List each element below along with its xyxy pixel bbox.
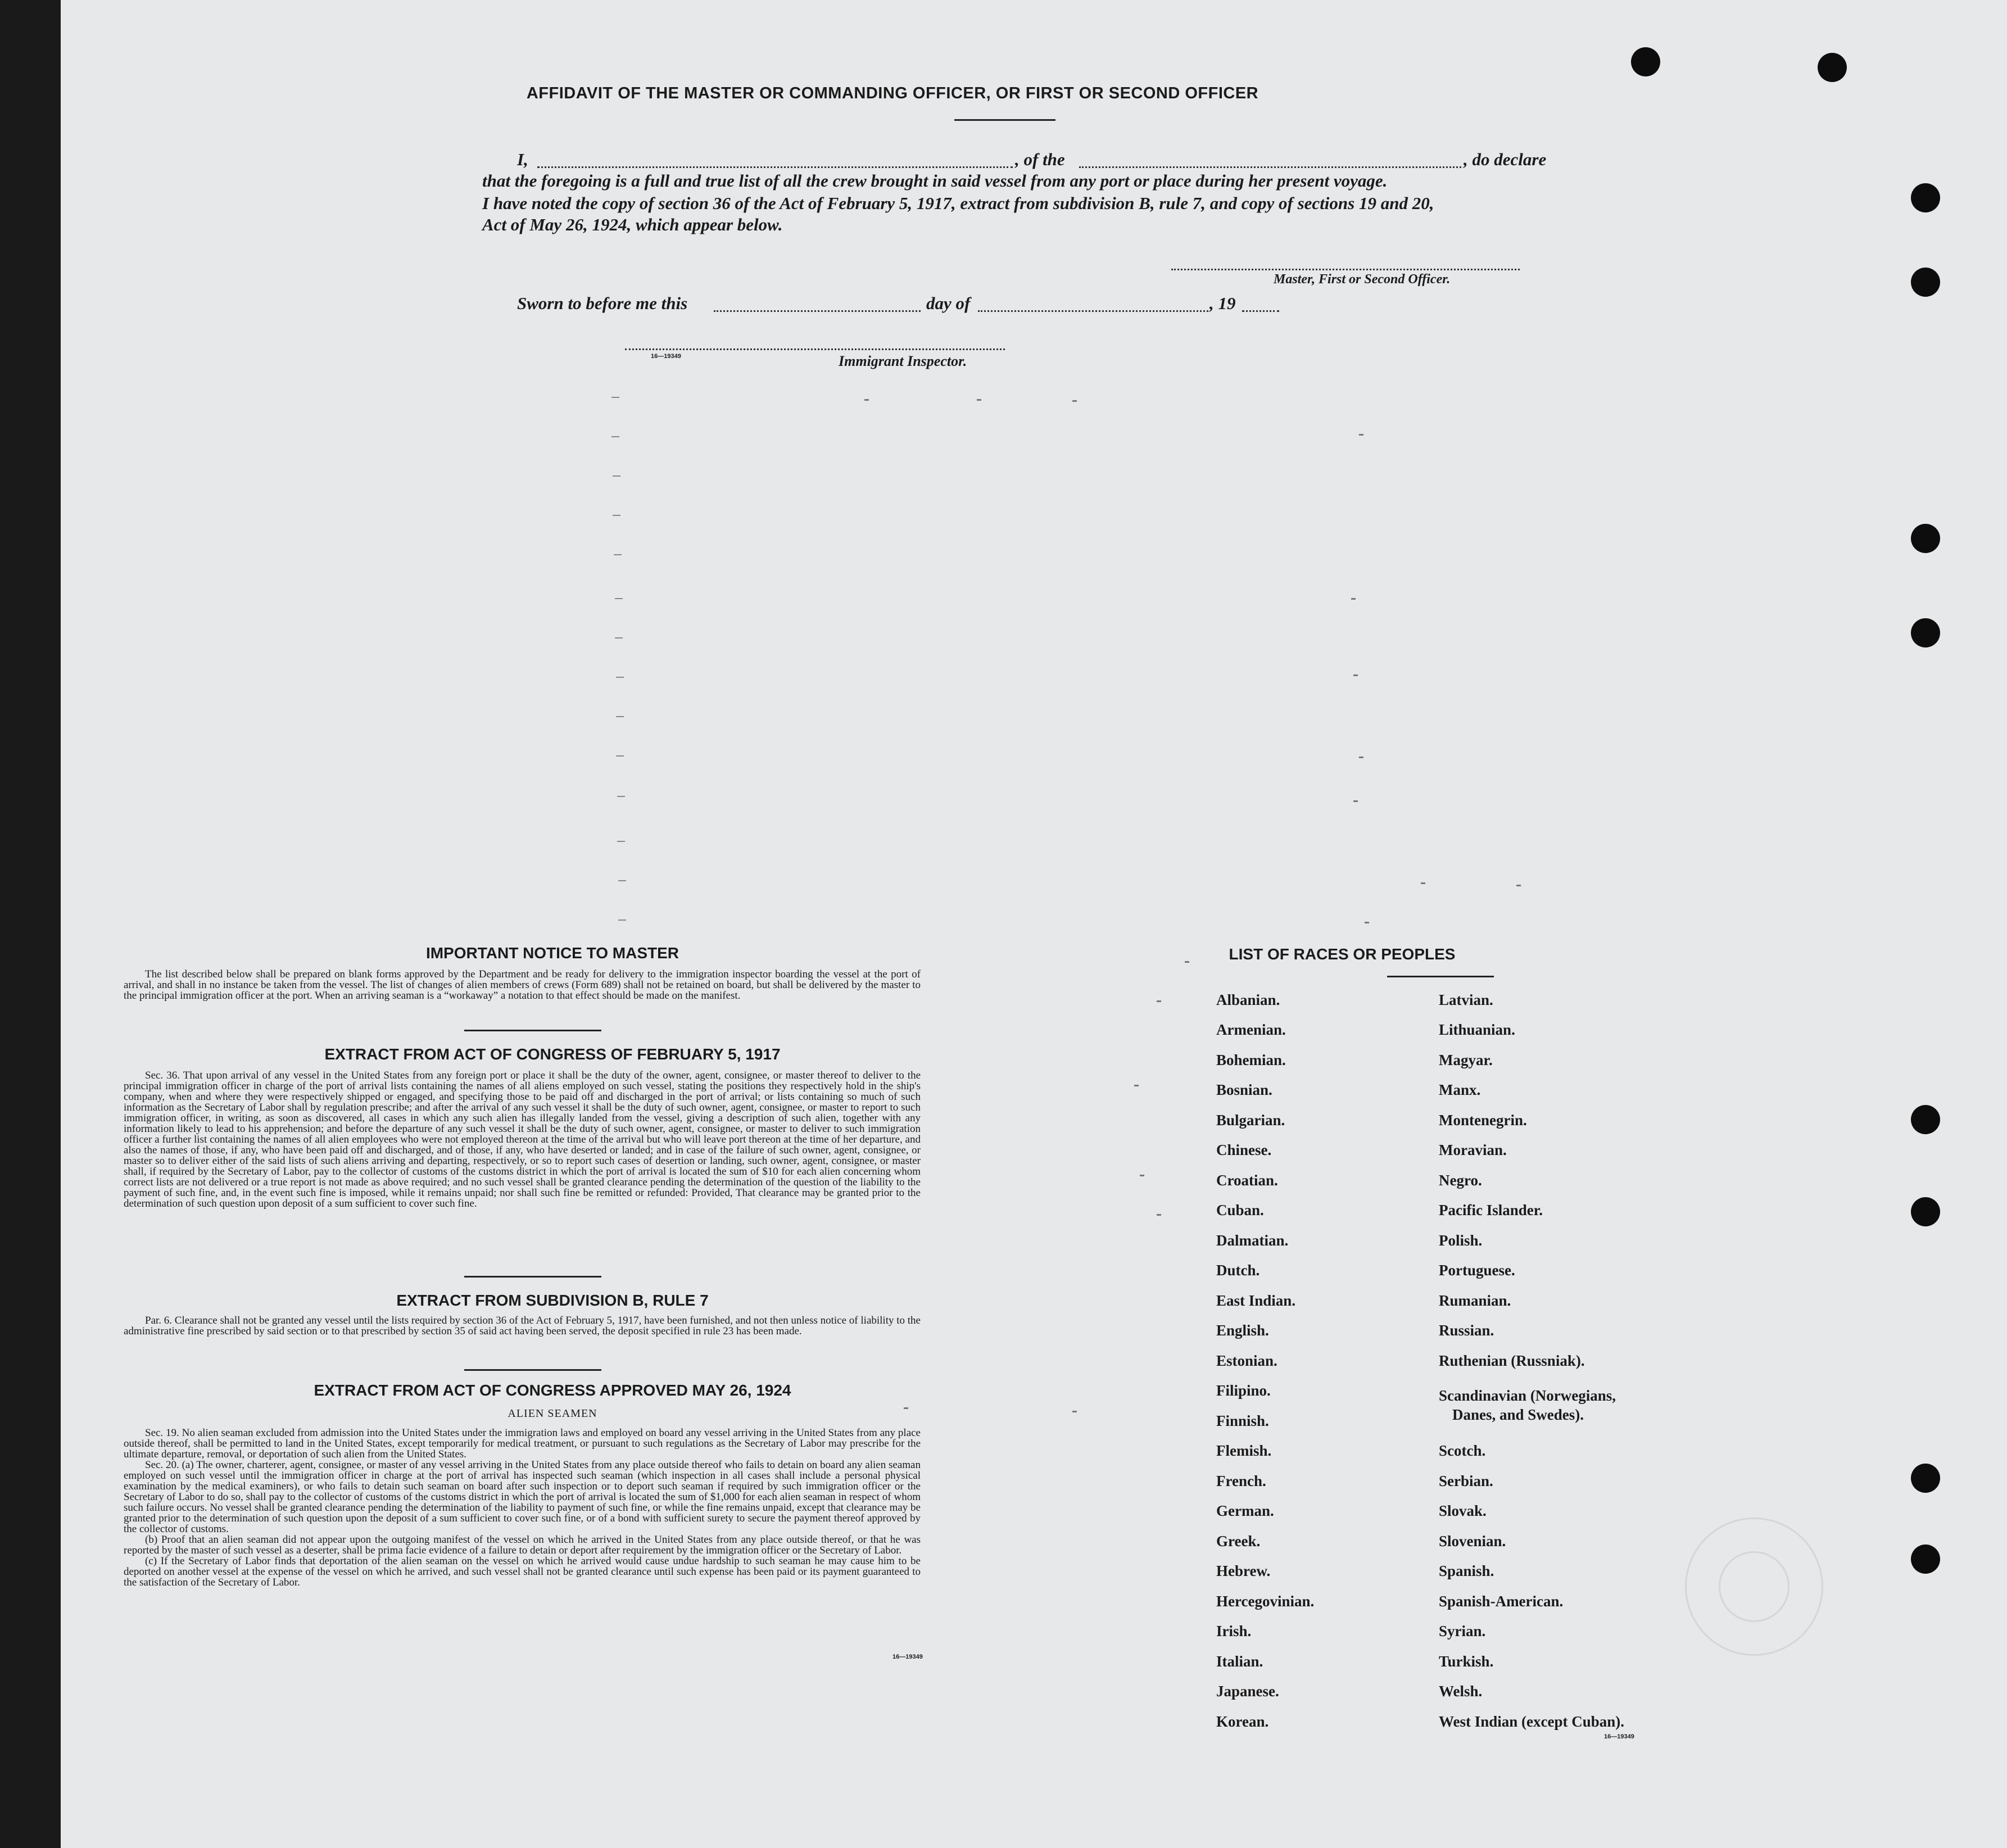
par-6-paragraph: Par. 6. Clearance shall not be granted any vessel until the lists required by section 36 of the Act of February 5, 1917, have been furnished, and not then unless notice of liability to the administrative fine prescribed by said section or to that prescribed by section 35 of said act having been served, the deposit specified in rule 23 has been made. [124,1315,921,1337]
race-item: Lithuanian. [1439,1021,1515,1038]
sec-20b-paragraph: (b) Proof that an alien seaman did not appear upon the outgoing manifest of the vessel on which he arrived in the United States from any place outside thereof, or that he was reported by the master of such vessel as a deserter, shall be prima facie evidence of a failure to detain or deport after requirement by the immigration officer or the Secretary of Labor. [124,1534,921,1556]
race-item: Spanish. [1439,1562,1494,1579]
bleed-mark [1353,800,1358,802]
punch-hole [1911,524,1940,553]
bleed-mark [1157,1214,1161,1216]
race-item: Montenegrin. [1439,1112,1527,1129]
extract-form-number: 16—19349 [892,1654,923,1660]
bleed-mark [613,515,620,516]
race-item: Serbian. [1439,1473,1493,1489]
affidavit-line4: Act of May 26, 1924, which appear below. [482,215,783,234]
race-item: Finnish. [1216,1412,1269,1429]
bleed-mark [1365,922,1369,923]
punch-hole [1911,183,1940,212]
bleed-mark [1072,1411,1077,1412]
notice-title: IMPORTANT NOTICE TO MASTER [425,944,679,962]
sec-19-paragraph: Sec. 19. No alien seaman excluded from admission into the United States under the immigration laws and employed on board any vessel arriving in the United States from any place outside thereof, shall be permitted to land in the United States, except temporarily for medical treatment, or pursuant to such regulations as the Secretary of Labor may prescribe for the ultimate departure, removal, or deportation of such alien from the United States. [124,1427,921,1460]
extract-1924-body [124,1428,921,1588]
race-item: Flemish. [1216,1442,1272,1459]
sworn-line [517,293,1360,316]
vessel-blank[interactable] [1079,166,1461,168]
race-item: Greek. [1216,1533,1261,1550]
bleed-mark [611,436,619,437]
line1-of-the: , of the [1015,150,1065,169]
race-item: Irish. [1216,1623,1252,1639]
race-item: Filipino. [1216,1382,1271,1399]
punch-hole [1911,1105,1940,1134]
sworn-year: , 19 [1209,293,1236,313]
bleed-mark [615,637,623,638]
sec-20c-paragraph: (c) If the Secretary of Labor finds that deportation of the alien seaman on the vessel on which he arrived would cause undue hardship to such seaman he may cause him to be deported on another vessel at the expense of the vessel on which he arrived, and such vessel shall not be granted clearance until such expense has been paid or its payment guaranteed to the satisfaction of the Secretary of Labor. [124,1555,921,1588]
sec-20a-paragraph: Sec. 20. (a) The owner, charterer, agent, consignee, or master of any vessel arriving in the United States from any place outside thereof who fails to detain on board any alien seaman employed on such vessel until the immigration officer in charge at the port of arrival has inspected such seaman (which inspection in all cases shall include a personal physical examination by the medical examiners), or who fails to detain such seaman on board after such inspection or to deport such seaman if required by such immigration officer or the Secretary of Labor to do so, shall pay to the collector of customs of the customs district in which the port of arrival is located the sum of $1,000 for each alien seaman in respect of whom such failure occurs. No vessel shall be granted clearance pending the determination of the liability to payment of such fine, or while the fine remains unpaid, except that clearance may be granted prior to the determination of such question upon the deposit of a sum sufficient to cover such fine, or of a bond with sufficient surety to secure the payment thereof approved by the collector of customs. [124,1459,921,1535]
race-item: Dutch. [1216,1262,1260,1279]
race-item: Manx. [1439,1081,1481,1098]
bleed-mark [618,920,626,921]
bleed-mark [616,677,624,678]
extract-1924-subtitle: ALIEN SEAMEN [508,1407,597,1420]
bleed-mark [1421,882,1425,884]
race-item: Polish. [1439,1232,1483,1249]
race-item: Pacific Islander. [1439,1202,1543,1219]
notice-paragraph: The list described below shall be prepared on blank forms approved by the Department and be ready for delivery to the immigration inspector boarding the vessel at the port of arrival, and shall in no instance be taken from the vessel. The list of changes of alien members of crews (Form 689) shall not be retained on board, but shall be delivered by the master to the principal immigration officer at the port. When an arriving seaman is a “workaway” a notation to that effect should be made on the manifest. [124,968,921,1002]
bleed-mark [1359,434,1363,436]
race-item: Turkish. [1439,1653,1494,1670]
bleed-mark [1359,757,1363,758]
line1-do-declare: , do declare [1464,150,1547,169]
race-item: West Indian (except Cuban). [1439,1713,1625,1730]
affidavit-line1 [517,150,1602,172]
race-item: Slovenian. [1439,1533,1506,1550]
race-item: German. [1216,1502,1274,1519]
section-divider [464,1276,601,1278]
bleed-mark [1140,1175,1144,1176]
bleed-mark [864,399,869,401]
race-item: Slovak. [1439,1502,1487,1519]
sworn-year-blank[interactable] [1242,310,1279,312]
race-item: Italian. [1216,1653,1263,1670]
extract-rule7-body [124,1315,921,1337]
punch-hole [1911,1464,1940,1493]
punch-hole [1911,1544,1940,1574]
bleed-mark [613,475,620,477]
race-item: East Indian. [1216,1292,1296,1309]
form-number: 16—19349 [651,353,681,360]
name-blank[interactable] [537,166,1013,168]
race-item: Bohemian. [1216,1052,1286,1068]
inspector-label: Immigrant Inspector. [839,353,967,369]
race-item: English. [1216,1322,1269,1339]
sworn-day-of: day of [926,293,971,313]
extract-1917-title: EXTRACT FROM ACT OF CONGRESS OF FEBRUARY 5, 1917 [324,1045,781,1063]
bleed-mark [611,397,619,398]
signature-blank[interactable] [1171,269,1520,270]
race-item: Bosnian. [1216,1081,1272,1098]
race-item: Croatian. [1216,1172,1278,1189]
extract-rule7-title: EXTRACT FROM SUBDIVISION B, RULE 7 [396,1292,709,1309]
section-divider [464,1369,601,1371]
bleed-mark [1353,674,1358,676]
race-item: Cuban. [1216,1202,1264,1219]
bleed-mark [1157,1000,1161,1002]
race-item: Scotch. [1439,1442,1486,1459]
extract-1924-title: EXTRACT FROM ACT OF CONGRESS APPROVED MAY 26, 1924 [314,1382,791,1399]
race-item: Russian. [1439,1322,1494,1339]
punch-hole [1911,1197,1940,1226]
race-item: Negro. [1439,1172,1482,1189]
line1-i: I, [517,150,528,169]
races-title: LIST OF RACES OR PEOPLES [1229,945,1456,963]
notice-body [124,969,921,1001]
race-item: Japanese. [1216,1683,1279,1700]
bleed-mark [616,755,624,757]
bleed-mark [617,796,625,797]
race-item: Chinese. [1216,1142,1272,1158]
affidavit-line3: I have noted the copy of section 36 of the Act of February 5, 1917, extract from subdivision B, rule 7, and copy of sections 19 and 20, [482,193,1434,213]
section-divider [464,1030,601,1031]
race-item: Latvian. [1439,991,1493,1008]
race-item: Dalmatian. [1216,1232,1289,1249]
affidavit-title: AFFIDAVIT OF THE MASTER OR COMMANDING OFFICER, OR FIRST OR SECOND OFFICER [526,84,1259,102]
bleed-mark [977,399,981,401]
race-item: Armenian. [1216,1021,1286,1038]
punch-hole [1911,268,1940,297]
sec-36-paragraph: Sec. 36. That upon arrival of any vessel in the United States from any foreign port or place it shall be the duty of the owner, agent, consignee, or master thereof to deliver to the principal immigration officer in charge of the port of arrival lists containing the names of all aliens employed on such vessel, stating the positions they respectively hold in the ship's company, when and where they were respectively shipped or engaged, and specifying those to be paid off and discharged in the port of arrival; or lists containing so much of such information as the Secretary of Labor shall by regulation prescribe; and after the arrival of any such vessel it shall be the duty of such owner, agent, consignee, or master to report to such immigration officer, in writing, as soon as discovered, all cases in which any such alien has illegally landed from the vessel, giving a description of such alien, together with any information likely to lead to his apprehension; and before the departure of any such vessel it shall be the duty of such owner, agent, consignee, or master to deliver to such immigration officer a further list containing the names of all alien employees who were not employed thereon at the time of the arrival but who will leave port thereon at the time of her departure, and also the names of those, if any, who have been paid off and discharged, and of those, if any, who have deserted or landed; and in case of the failure of such owner, agent, consignee, or master so to deliver either of the said lists of such aliens arriving and departing, respectively, or so to report such cases of desertion or landing, such owner, agent, consignee, or master shall, if required by the Secretary of Labor, pay to the collector of customs of the customs district in which the port of arrival is located the sum of $10 for each alien concerning whom correct lists are not delivered or a true report is not made as above required; and no such vessel shall be granted clearance pending the determination of the question of the liability to the payment of such fine, and, in the event such fine is imposed, while it remains unpaid; nor shall such fine be remitted or refunded: Provided, That clearance may be granted prior to the determination of such question upon deposit of a sum sufficient to cover such fine. [124,1070,921,1210]
race-item: Portuguese. [1439,1262,1515,1279]
punch-hole [1631,47,1660,76]
sworn-month-blank[interactable] [978,310,1208,312]
race-item: Rumanian. [1439,1292,1511,1309]
punch-hole [1911,618,1940,647]
bleed-mark [618,880,626,881]
sworn-day-blank[interactable] [714,310,921,312]
race-item: Hercegovinian. [1216,1593,1315,1610]
race-item: Danes, and Swedes). [1452,1406,1584,1423]
signature-label: Master, First or Second Officer. [1274,272,1451,287]
race-item: Scandinavian (Norwegians, [1439,1387,1616,1404]
race-item: Spanish-American. [1439,1593,1564,1610]
bleed-mark [1516,885,1521,886]
bleed-mark [616,716,624,717]
inspector-signature-blank[interactable] [625,348,1005,350]
bleed-mark [614,554,622,555]
races-title-underline [1387,976,1494,977]
race-item: Estonian. [1216,1352,1277,1369]
bleed-mark [1134,1085,1139,1086]
race-item: Welsh. [1439,1683,1483,1700]
race-item: Moravian. [1439,1142,1507,1158]
sworn-prefix: Sworn to before me this [517,293,688,313]
race-item: Albanian. [1216,991,1280,1008]
title-underline [954,119,1055,121]
race-item: Bulgarian. [1216,1112,1285,1129]
race-item: Hebrew. [1216,1562,1271,1579]
bleed-mark [1072,400,1077,402]
bleed-mark [617,841,625,842]
affidavit-line2: that the foregoing is a full and true list of all the crew brought in said vessel from any port or place during her present voyage. [482,171,1388,191]
punch-hole [1818,53,1847,82]
race-item: French. [1216,1473,1266,1489]
bleed-mark [615,598,623,599]
bleed-mark [1351,598,1356,600]
race-item: Syrian. [1439,1623,1486,1639]
document-page [61,0,2007,1848]
race-item: Korean. [1216,1713,1269,1730]
race-item: Ruthenian (Russniak). [1439,1352,1585,1369]
extract-1917-body [124,1070,921,1209]
races-form-number: 16—19349 [1604,1733,1634,1740]
embossed-seal-inner [1719,1551,1789,1622]
race-item: Magyar. [1439,1052,1493,1068]
